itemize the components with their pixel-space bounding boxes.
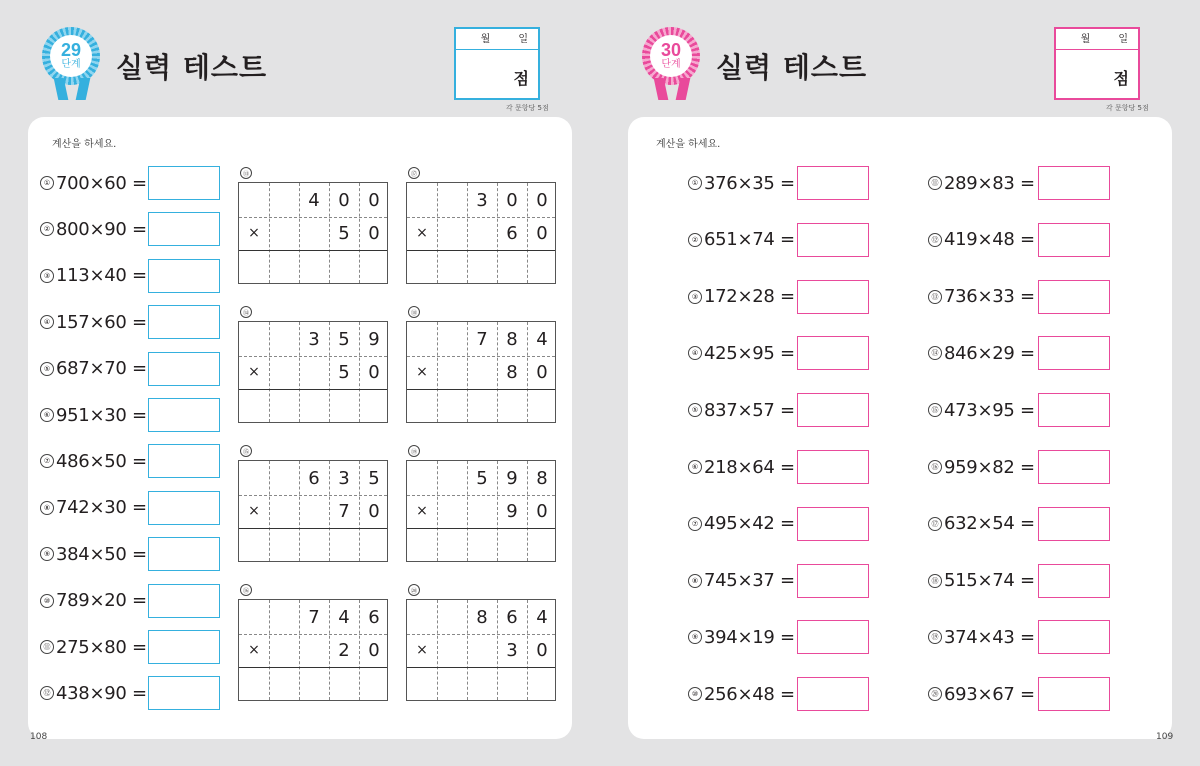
answer-cell[interactable]: [329, 668, 359, 702]
problem-number: ⑱: [928, 574, 942, 588]
problem-expression: 275×80 =: [56, 636, 147, 658]
vertical-multiplication-grid: [238, 182, 388, 284]
answer-box[interactable]: [148, 259, 220, 293]
problem-expression: 745×37 =: [704, 570, 795, 592]
digit-cell: 0: [536, 500, 548, 522]
answer-box[interactable]: [797, 564, 869, 598]
answer-box[interactable]: [797, 393, 869, 427]
answer-box[interactable]: [1038, 620, 1110, 654]
problem-expression: 438×90 =: [56, 682, 147, 704]
digit-cell: 0: [338, 189, 350, 211]
answer-cell[interactable]: [437, 668, 467, 702]
vertical-multiplication-grid: [406, 599, 556, 701]
times-sign: ×: [416, 642, 428, 658]
score-note: 각 문항당 5점: [506, 104, 549, 112]
digit-cell: 0: [368, 500, 380, 522]
problem-expression: 846×29 =: [944, 342, 1035, 364]
problem-expression: 394×19 =: [704, 626, 795, 648]
problem-number: ⑳: [928, 687, 942, 701]
answer-cell[interactable]: [437, 251, 467, 285]
problem-row: [928, 621, 1035, 653]
digit-cell: 0: [368, 361, 380, 383]
answer-box[interactable]: [797, 677, 869, 711]
problem-row: [688, 394, 795, 426]
digit-cell: 7: [308, 606, 320, 628]
digit-cell: 9: [506, 500, 518, 522]
digit-cell: 5: [338, 361, 350, 383]
problem-expression: 951×30 =: [56, 404, 147, 426]
problem-number: ⑧: [40, 501, 54, 515]
digit-cell: 4: [308, 189, 320, 211]
problem-row: [688, 281, 795, 313]
times-sign: ×: [416, 503, 428, 519]
answer-box[interactable]: [1038, 450, 1110, 484]
vertical-problem-number: ⑳: [408, 584, 420, 596]
problem-expression: 789×20 =: [56, 590, 147, 612]
answer-box[interactable]: [1038, 223, 1110, 257]
answer-box[interactable]: [148, 305, 220, 339]
answer-cell[interactable]: [497, 529, 527, 563]
answer-box[interactable]: [797, 620, 869, 654]
digit-cell: 9: [506, 467, 518, 489]
problem-row: [40, 585, 147, 617]
vertical-multiplication-grid: [406, 182, 556, 284]
problem-row: [688, 678, 795, 710]
score-month: 월: [1080, 34, 1091, 45]
answer-box[interactable]: [1038, 564, 1110, 598]
problem-number: ⑦: [40, 454, 54, 468]
problem-number: ②: [40, 222, 54, 236]
problem-number: ⑫: [40, 686, 54, 700]
problem-expression: 425×95 =: [704, 342, 795, 364]
answer-cell[interactable]: [497, 668, 527, 702]
answer-cell[interactable]: [269, 668, 299, 702]
problem-number: ⑮: [928, 403, 942, 417]
digit-cell: 5: [338, 222, 350, 244]
digit-cell: 6: [506, 222, 518, 244]
worksheet-card: [28, 117, 572, 739]
problem-expression: 651×74 =: [704, 229, 795, 251]
vertical-problem-number: ⑲: [408, 445, 420, 457]
answer-cell[interactable]: [359, 390, 389, 424]
problem-row: [928, 508, 1035, 540]
digit-cell: 8: [506, 361, 518, 383]
vertical-problem-number: ⑰: [408, 167, 420, 179]
problem-row: [40, 677, 147, 709]
answer-box[interactable]: [148, 491, 220, 525]
problem-expression: 172×28 =: [704, 286, 795, 308]
answer-cell[interactable]: [239, 529, 269, 563]
problem-row: [688, 451, 795, 483]
problem-row: [688, 167, 795, 199]
score-note: 각 문항당 5점: [1106, 104, 1149, 112]
problem-expression: 837×57 =: [704, 399, 795, 421]
stage-number: 30: [660, 40, 682, 60]
problem-row: [40, 213, 147, 245]
problem-row: [40, 631, 147, 663]
answer-cell[interactable]: [269, 251, 299, 285]
problem-number: ⑬: [928, 290, 942, 304]
answer-box[interactable]: [1038, 393, 1110, 427]
answer-cell[interactable]: [527, 668, 557, 702]
problem-row: [928, 281, 1035, 313]
badge-inner: [650, 35, 692, 77]
digit-cell: 5: [476, 467, 488, 489]
vertical-multiplication-grid: [238, 599, 388, 701]
digit-cell: 3: [476, 189, 488, 211]
answer-cell[interactable]: [527, 251, 557, 285]
answer-cell[interactable]: [407, 529, 437, 563]
problem-number: ①: [688, 176, 702, 190]
problem-number: ④: [40, 315, 54, 329]
answer-box[interactable]: [148, 537, 220, 571]
page-title: 실력 테스트: [716, 51, 867, 84]
digit-cell: 3: [506, 639, 518, 661]
answer-box[interactable]: [1038, 280, 1110, 314]
problem-number: ⑩: [688, 687, 702, 701]
digit-cell: 0: [536, 639, 548, 661]
digit-cell: 4: [536, 328, 548, 350]
digit-cell: 5: [338, 328, 350, 350]
times-sign: ×: [248, 225, 260, 241]
answer-box[interactable]: [797, 166, 869, 200]
answer-cell[interactable]: [467, 251, 497, 285]
problem-number: ⑨: [688, 630, 702, 644]
answer-cell[interactable]: [299, 390, 329, 424]
problem-number: ③: [688, 290, 702, 304]
answer-box[interactable]: [148, 352, 220, 386]
problem-row: [688, 224, 795, 256]
problem-row: [928, 224, 1035, 256]
page-number: 108: [30, 732, 48, 742]
problem-expression: 218×64 =: [704, 456, 795, 478]
answer-box[interactable]: [1038, 166, 1110, 200]
problem-row: [928, 337, 1035, 369]
answer-cell[interactable]: [437, 390, 467, 424]
problem-row: [688, 621, 795, 653]
answer-box[interactable]: [148, 676, 220, 710]
digit-cell: 7: [338, 500, 350, 522]
answer-box[interactable]: [797, 223, 869, 257]
times-sign: ×: [248, 503, 260, 519]
score-date-row: [1056, 29, 1138, 50]
answer-cell[interactable]: [407, 390, 437, 424]
answer-box[interactable]: [148, 398, 220, 432]
instruction: 계산을 하세요.: [656, 139, 721, 150]
answer-box[interactable]: [797, 450, 869, 484]
stage-label: 단계: [61, 59, 81, 70]
problem-number: ⑥: [688, 460, 702, 474]
answer-box[interactable]: [148, 444, 220, 478]
problem-number: ⑯: [928, 460, 942, 474]
problem-expression: 384×50 =: [56, 543, 147, 565]
problem-number: ⑫: [928, 233, 942, 247]
digit-cell: 0: [536, 189, 548, 211]
problem-number: ②: [688, 233, 702, 247]
problem-expression: 515×74 =: [944, 570, 1035, 592]
problem-expression: 374×43 =: [944, 626, 1035, 648]
problem-number: ⑤: [688, 403, 702, 417]
answer-box[interactable]: [797, 280, 869, 314]
problem-expression: 742×30 =: [56, 497, 147, 519]
problem-row: [688, 508, 795, 540]
problem-number: ⑤: [40, 362, 54, 376]
vertical-problem-number: ⑭: [240, 306, 252, 318]
problem-number: ⑭: [928, 346, 942, 360]
vertical-problem-number: ⑮: [240, 445, 252, 457]
problem-number: ⑥: [40, 408, 54, 422]
answer-cell[interactable]: [497, 390, 527, 424]
times-sign: ×: [248, 642, 260, 658]
answer-box[interactable]: [1038, 507, 1110, 541]
problem-row: [928, 678, 1035, 710]
problem-expression: 473×95 =: [944, 399, 1035, 421]
digit-cell: 3: [338, 467, 350, 489]
digit-cell: 5: [368, 467, 380, 489]
score-box: [1054, 27, 1140, 100]
problem-number: ①: [40, 176, 54, 190]
page-title: 실력 테스트: [116, 51, 267, 84]
problem-expression: 289×83 =: [944, 172, 1035, 194]
digit-cell: 8: [476, 606, 488, 628]
score-unit: 점: [513, 69, 529, 88]
problem-row: [40, 538, 147, 570]
right-page: [600, 0, 1200, 766]
problem-number: ⑩: [40, 594, 54, 608]
answer-cell[interactable]: [329, 529, 359, 563]
digit-cell: 0: [536, 361, 548, 383]
digit-cell: 8: [536, 467, 548, 489]
answer-cell[interactable]: [527, 390, 557, 424]
problem-expression: 632×54 =: [944, 513, 1035, 535]
answer-cell[interactable]: [467, 390, 497, 424]
problem-expression: 693×67 =: [944, 683, 1035, 705]
problem-number: ⑪: [40, 640, 54, 654]
answer-cell[interactable]: [407, 668, 437, 702]
vertical-multiplication-grid: [406, 321, 556, 423]
digit-cell: 6: [368, 606, 380, 628]
problem-row: [688, 565, 795, 597]
problem-expression: 113×40 =: [56, 265, 147, 287]
problem-expression: 495×42 =: [704, 513, 795, 535]
digit-cell: 0: [368, 222, 380, 244]
problem-number: ⑰: [928, 517, 942, 531]
score-date-row: [456, 29, 538, 50]
problem-row: [928, 565, 1035, 597]
digit-cell: 0: [368, 189, 380, 211]
problem-number: ⑪: [928, 176, 942, 190]
times-sign: ×: [416, 225, 428, 241]
stage-number: 29: [60, 40, 82, 60]
problem-number: ⑧: [688, 574, 702, 588]
problem-row: [40, 492, 147, 524]
problem-expression: 419×48 =: [944, 229, 1035, 251]
problem-expression: 736×33 =: [944, 286, 1035, 308]
digit-cell: 4: [536, 606, 548, 628]
answer-box[interactable]: [1038, 336, 1110, 370]
vertical-problem-number: ⑯: [240, 584, 252, 596]
answer-cell[interactable]: [359, 251, 389, 285]
times-sign: ×: [248, 364, 260, 380]
answer-cell[interactable]: [239, 390, 269, 424]
vertical-multiplication-grid: [406, 460, 556, 562]
digit-cell: 0: [368, 639, 380, 661]
digit-cell: 0: [536, 222, 548, 244]
digit-cell: 8: [506, 328, 518, 350]
answer-cell[interactable]: [299, 668, 329, 702]
problem-number: ⑲: [928, 630, 942, 644]
stage-badge: [642, 27, 700, 85]
answer-cell[interactable]: [329, 251, 359, 285]
answer-box[interactable]: [1038, 677, 1110, 711]
answer-cell[interactable]: [467, 529, 497, 563]
problem-expression: 700×60 =: [56, 172, 147, 194]
digit-cell: 9: [368, 328, 380, 350]
problem-row: [928, 167, 1035, 199]
answer-box[interactable]: [797, 507, 869, 541]
answer-cell[interactable]: [407, 251, 437, 285]
problem-number: ⑦: [688, 517, 702, 531]
vertical-problem-number: ⑱: [408, 306, 420, 318]
problem-row: [688, 337, 795, 369]
answer-box[interactable]: [148, 630, 220, 664]
page-number: 109: [1156, 732, 1174, 742]
digit-cell: 6: [506, 606, 518, 628]
times-sign: ×: [416, 364, 428, 380]
vertical-multiplication-grid: [238, 321, 388, 423]
answer-cell[interactable]: [527, 529, 557, 563]
problem-expression: 256×48 =: [704, 683, 795, 705]
problem-number: ⑨: [40, 547, 54, 561]
answer-cell[interactable]: [299, 529, 329, 563]
problem-row: [40, 260, 147, 292]
worksheet-card: [628, 117, 1172, 739]
problem-number: ④: [688, 346, 702, 360]
digit-cell: 2: [338, 639, 350, 661]
answer-cell[interactable]: [299, 251, 329, 285]
digit-cell: 4: [338, 606, 350, 628]
problem-number: ③: [40, 269, 54, 283]
answer-cell[interactable]: [239, 251, 269, 285]
answer-cell[interactable]: [437, 529, 467, 563]
problem-expression: 376×35 =: [704, 172, 795, 194]
problem-row: [40, 306, 147, 338]
problem-expression: 157×60 =: [56, 311, 147, 333]
problem-row: [40, 445, 147, 477]
answer-box[interactable]: [148, 166, 220, 200]
answer-cell[interactable]: [359, 529, 389, 563]
problem-row: [40, 167, 147, 199]
score-day: 일: [1118, 34, 1128, 45]
problem-expression: 687×70 =: [56, 358, 147, 380]
vertical-multiplication-grid: [238, 460, 388, 562]
answer-cell[interactable]: [497, 251, 527, 285]
answer-cell[interactable]: [269, 529, 299, 563]
answer-cell[interactable]: [359, 668, 389, 702]
answer-box[interactable]: [148, 212, 220, 246]
digit-cell: 3: [308, 328, 320, 350]
score-unit: 점: [1113, 69, 1129, 88]
digit-cell: 6: [308, 467, 320, 489]
instruction: 계산을 하세요.: [52, 139, 117, 150]
answer-cell[interactable]: [269, 390, 299, 424]
problem-row: [40, 353, 147, 385]
digit-cell: 7: [476, 328, 488, 350]
vertical-problem-number: ⑬: [240, 167, 252, 179]
problem-expression: 959×82 =: [944, 456, 1035, 478]
problem-row: [40, 399, 147, 431]
problem-expression: 800×90 =: [56, 218, 147, 240]
problem-expression: 486×50 =: [56, 450, 147, 472]
digit-cell: 0: [506, 189, 518, 211]
score-box: [454, 27, 540, 100]
badge-inner: [50, 35, 92, 77]
score-month: 월: [480, 34, 491, 45]
answer-cell[interactable]: [239, 668, 269, 702]
answer-box[interactable]: [148, 584, 220, 618]
answer-cell[interactable]: [467, 668, 497, 702]
problem-row: [928, 451, 1035, 483]
answer-cell[interactable]: [329, 390, 359, 424]
score-day: 일: [518, 34, 528, 45]
stage-badge: [42, 27, 100, 85]
answer-box[interactable]: [797, 336, 869, 370]
stage-label: 단계: [661, 59, 681, 70]
problem-row: [928, 394, 1035, 426]
